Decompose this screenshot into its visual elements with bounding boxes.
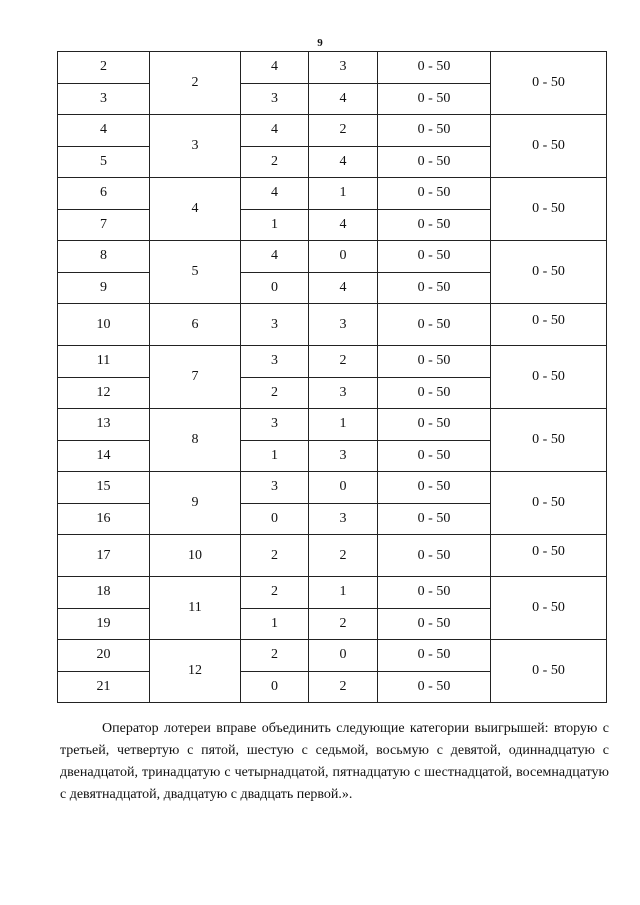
row-number-cell: 12 [58, 377, 150, 409]
value-b-cell: 1 [309, 409, 378, 441]
range-cell: 0 - 50 [378, 440, 491, 472]
table-row [58, 304, 607, 346]
row-number-cell: 18 [58, 577, 150, 609]
value-a-cell: 1 [241, 440, 309, 472]
value-a-cell: 0 [241, 503, 309, 535]
value-b-cell: 4 [309, 209, 378, 241]
value-b-cell: 4 [309, 272, 378, 304]
final-range-cell: 0 - 50 [491, 577, 607, 640]
range-cell: 0 - 50 [378, 503, 491, 535]
range-cell: 0 - 50 [378, 608, 491, 640]
final-range-cell: 0 - 50 [491, 115, 607, 178]
table-row [58, 640, 607, 672]
value-a-cell: 4 [241, 178, 309, 210]
table-row [58, 346, 607, 378]
value-b-cell: 0 [309, 241, 378, 273]
value-a-cell: 4 [241, 52, 309, 84]
category-cell: 9 [150, 472, 241, 535]
table-row [58, 472, 607, 504]
category-cell: 7 [150, 346, 241, 409]
range-cell: 0 - 50 [378, 472, 491, 504]
table-row [58, 577, 607, 609]
value-a-cell: 3 [241, 83, 309, 115]
row-number-cell: 9 [58, 272, 150, 304]
range-cell: 0 - 50 [378, 535, 491, 577]
range-cell: 0 - 50 [378, 377, 491, 409]
table-row [58, 115, 607, 147]
value-a-cell: 2 [241, 640, 309, 672]
category-cell: 12 [150, 640, 241, 703]
value-a-cell: 0 [241, 272, 309, 304]
range-cell: 0 - 50 [378, 241, 491, 273]
value-b-cell: 2 [309, 671, 378, 703]
row-number-cell: 5 [58, 146, 150, 178]
value-a-cell: 3 [241, 409, 309, 441]
range-cell: 0 - 50 [378, 409, 491, 441]
value-b-cell: 2 [309, 115, 378, 147]
final-range-cell: 0 - 50 [491, 241, 607, 304]
page-number: 9 [317, 37, 323, 49]
table-row [58, 178, 607, 210]
row-number-cell: 19 [58, 608, 150, 640]
final-range-cell: 0 - 50 [491, 409, 607, 472]
value-b-cell: 4 [309, 83, 378, 115]
final-range-cell: 0 - 50 [491, 304, 607, 346]
value-a-cell: 4 [241, 115, 309, 147]
value-b-cell: 2 [309, 535, 378, 577]
range-cell: 0 - 50 [378, 178, 491, 210]
table-body [58, 52, 607, 703]
value-b-cell: 3 [309, 304, 378, 346]
value-a-cell: 1 [241, 209, 309, 241]
category-cell: 3 [150, 115, 241, 178]
value-b-cell: 0 [309, 472, 378, 504]
row-number-cell: 11 [58, 346, 150, 378]
row-number-cell: 6 [58, 178, 150, 210]
value-b-cell: 1 [309, 178, 378, 210]
value-a-cell: 3 [241, 346, 309, 378]
range-cell: 0 - 50 [378, 115, 491, 147]
category-cell: 11 [150, 577, 241, 640]
range-cell: 0 - 50 [378, 52, 491, 84]
value-b-cell: 0 [309, 640, 378, 672]
category-cell: 8 [150, 409, 241, 472]
value-b-cell: 4 [309, 146, 378, 178]
table-row [58, 241, 607, 273]
range-cell: 0 - 50 [378, 640, 491, 672]
final-range-cell: 0 - 50 [491, 52, 607, 115]
range-cell: 0 - 50 [378, 346, 491, 378]
footer-paragraph: Оператор лотереи вправе объединить следующие категории выигрышей: вторую с третьей, четвертую с пятой, шестую с седьмой, восьмую с девятой, одиннадцатую с двенадцатой, тринадцатую с четырнадцатой, пятнадцатую с шестнадцатой, восемнадцатую с девятнадцатой, двадцатую с двадцать первой.». [60, 721, 609, 802]
table-row [58, 409, 607, 441]
range-cell: 0 - 50 [378, 146, 491, 178]
final-range-cell: 0 - 50 [491, 640, 607, 703]
lottery-categories-table [57, 51, 607, 703]
value-b-cell: 3 [309, 440, 378, 472]
value-b-cell: 1 [309, 577, 378, 609]
value-a-cell: 1 [241, 608, 309, 640]
value-a-cell: 2 [241, 535, 309, 577]
value-a-cell: 2 [241, 146, 309, 178]
row-number-cell: 4 [58, 115, 150, 147]
table-row [58, 535, 607, 577]
value-b-cell: 3 [309, 52, 378, 84]
value-a-cell: 4 [241, 241, 309, 273]
row-number-cell: 21 [58, 671, 150, 703]
category-cell: 4 [150, 178, 241, 241]
row-number-cell: 15 [58, 472, 150, 504]
value-b-cell: 2 [309, 346, 378, 378]
range-cell: 0 - 50 [378, 272, 491, 304]
final-range-cell: 0 - 50 [491, 178, 607, 241]
value-a-cell: 3 [241, 304, 309, 346]
value-b-cell: 3 [309, 503, 378, 535]
category-cell: 6 [150, 304, 241, 346]
final-range-cell: 0 - 50 [491, 472, 607, 535]
range-cell: 0 - 50 [378, 209, 491, 241]
row-number-cell: 13 [58, 409, 150, 441]
category-cell: 5 [150, 241, 241, 304]
row-number-cell: 7 [58, 209, 150, 241]
row-number-cell: 10 [58, 304, 150, 346]
final-range-cell: 0 - 50 [491, 346, 607, 409]
value-a-cell: 2 [241, 577, 309, 609]
table-row [58, 52, 607, 84]
value-a-cell: 0 [241, 671, 309, 703]
row-number-cell: 20 [58, 640, 150, 672]
value-a-cell: 3 [241, 472, 309, 504]
value-b-cell: 2 [309, 608, 378, 640]
row-number-cell: 14 [58, 440, 150, 472]
row-number-cell: 2 [58, 52, 150, 84]
range-cell: 0 - 50 [378, 304, 491, 346]
range-cell: 0 - 50 [378, 671, 491, 703]
row-number-cell: 8 [58, 241, 150, 273]
value-a-cell: 2 [241, 377, 309, 409]
category-cell: 2 [150, 52, 241, 115]
row-number-cell: 3 [58, 83, 150, 115]
row-number-cell: 16 [58, 503, 150, 535]
category-cell: 10 [150, 535, 241, 577]
value-b-cell: 3 [309, 377, 378, 409]
range-cell: 0 - 50 [378, 83, 491, 115]
range-cell: 0 - 50 [378, 577, 491, 609]
final-range-cell: 0 - 50 [491, 535, 607, 577]
row-number-cell: 17 [58, 535, 150, 577]
